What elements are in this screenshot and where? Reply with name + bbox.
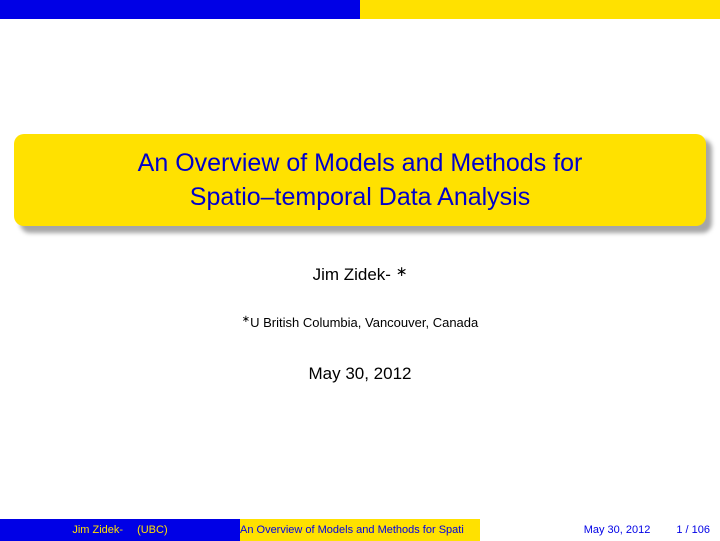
footer-title-section [240,519,480,541]
top-header-bar [0,0,720,19]
affiliation-text: U British Columbia, Vancouver, Canada [250,315,479,330]
author-footnote-mark: ∗ [395,263,408,279]
header-bar-right-segment [360,0,720,19]
footer-date-page-section [480,519,720,541]
footer-bar [0,519,720,541]
footer-author-section [0,519,240,541]
slide-title-line-2: Spatio–temporal Data Analysis [189,183,531,211]
presentation-date: May 30, 2012 [308,364,412,383]
footer-short-title: An Overview of Models and Methods for Spati [240,524,464,536]
footer-date: May 30, 2012 [583,524,651,536]
footer-author: Jim Zidek- [72,524,124,536]
slide-title [138,146,583,214]
affiliation-footnote-mark: ∗ [241,314,251,325]
header-bar-left-segment [0,0,360,19]
title-box [14,134,706,226]
author-line [0,265,720,285]
affiliation-line [0,315,720,330]
author-name: Jim Zidek- [312,265,391,284]
footer-institute: (UBC) [137,524,168,536]
slide-title-line-1: An Overview of Models and Methods for [137,149,583,177]
footer-page-number: 1 / 106 [676,524,710,536]
